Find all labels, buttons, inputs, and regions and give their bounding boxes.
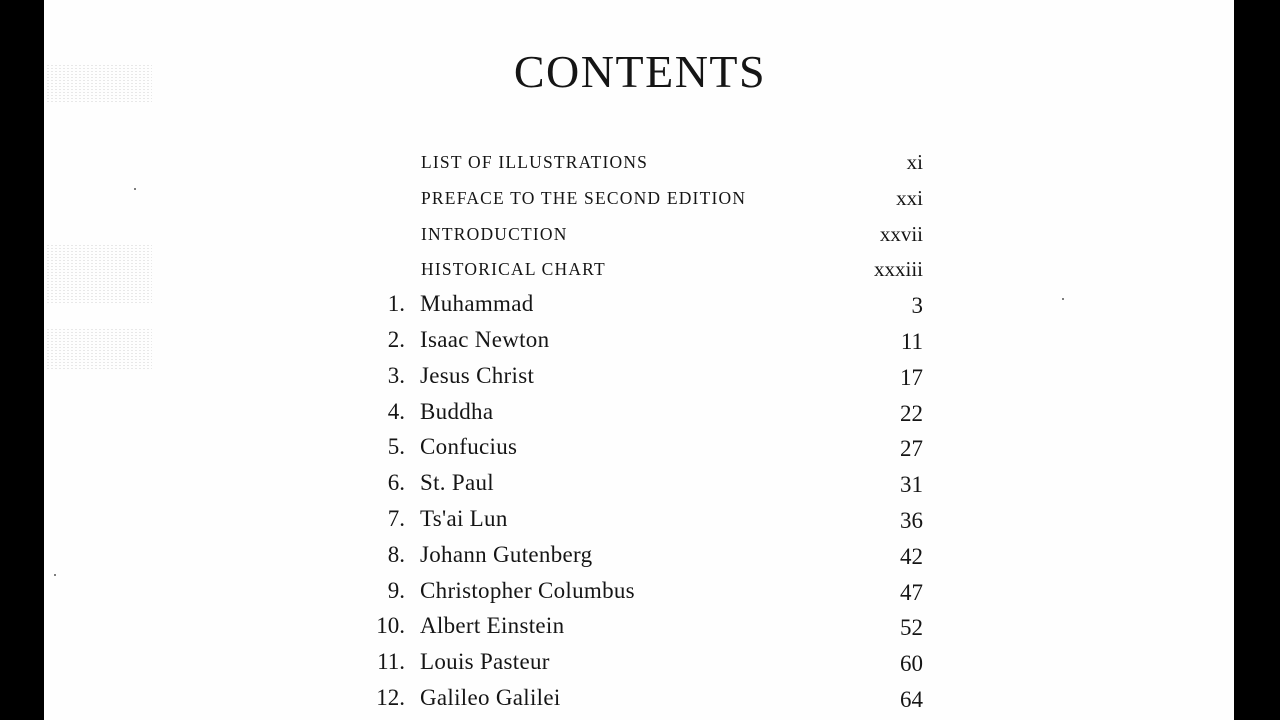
chapter-title: Jesus Christ xyxy=(420,362,535,388)
toc-entry-label: LIST OF ILLUSTRATIONS xyxy=(421,152,649,172)
chapter-title: Buddha xyxy=(420,398,494,424)
toc-entry-label: INTRODUCTION xyxy=(421,223,568,244)
chapter-title: Galileo Galilei xyxy=(420,684,561,710)
chapter-entry xyxy=(44,683,1234,719)
toc-entry-page: xxxiii xyxy=(873,257,923,282)
chapter-page: 17 xyxy=(900,364,923,390)
chapter-number: 7. xyxy=(387,505,405,531)
chapter-number: 2. xyxy=(387,326,405,352)
chapter-number: 6. xyxy=(387,470,405,496)
toc-entry-label: HISTORICAL CHART xyxy=(421,259,606,280)
book-page xyxy=(44,0,1234,720)
chapter-title: Confucius xyxy=(420,434,518,460)
chapter-entry xyxy=(44,468,1234,504)
chapter-number: 9. xyxy=(387,577,405,603)
toc-entry-page: xi xyxy=(906,150,923,174)
toc-entry-page: xxi xyxy=(896,185,923,210)
chapter-page: 27 xyxy=(900,436,923,462)
chapter-number: 5. xyxy=(387,434,405,460)
chapter-title: Isaac Newton xyxy=(420,326,550,352)
chapter-entry xyxy=(44,361,1234,397)
chapter-number: 10. xyxy=(376,613,405,639)
page-title: CONTENTS xyxy=(513,46,767,97)
chapter-number: 3. xyxy=(387,362,405,388)
chapter-entry xyxy=(44,432,1234,468)
chapter-page: 11 xyxy=(900,328,923,354)
chapter-entry xyxy=(44,540,1234,576)
toc-entry xyxy=(44,218,1234,254)
chapter-page: 60 xyxy=(900,651,923,677)
chapter-entry xyxy=(44,576,1234,612)
chapter-page: 22 xyxy=(900,400,923,426)
chapter-entry xyxy=(44,325,1234,361)
toc-entry xyxy=(44,253,1234,289)
chapter-entry xyxy=(44,611,1234,647)
chapter-number: 8. xyxy=(387,541,405,567)
chapter-title: Johann Gutenberg xyxy=(420,541,593,567)
chapter-page: 31 xyxy=(900,472,923,498)
toc-entry-page: xxvii xyxy=(879,221,923,246)
chapter-entry xyxy=(44,289,1234,325)
chapter-page: 64 xyxy=(900,686,923,712)
chapter-number: 12. xyxy=(376,684,405,710)
chapter-title: Louis Pasteur xyxy=(420,649,550,675)
toc-entry-label: PREFACE TO THE SECOND EDITION xyxy=(421,187,747,208)
chapter-page: 36 xyxy=(900,507,923,533)
chapter-page: 52 xyxy=(900,615,923,641)
chapter-page: 3 xyxy=(911,293,923,319)
chapter-page: 42 xyxy=(900,543,923,569)
toc-entry xyxy=(44,146,1234,182)
toc-entry xyxy=(44,182,1234,218)
chapter-title: Muhammad xyxy=(420,291,534,317)
chapter-number: 1. xyxy=(387,291,405,317)
chapter-title: Christopher Columbus xyxy=(420,577,635,603)
chapter-entry xyxy=(44,397,1234,433)
table-of-contents xyxy=(44,146,1234,719)
chapter-entry xyxy=(44,504,1234,540)
chapter-number: 11. xyxy=(377,649,405,675)
chapter-number: 4. xyxy=(387,398,405,424)
chapter-title: Albert Einstein xyxy=(420,613,565,639)
chapter-entry xyxy=(44,647,1234,683)
chapter-title: Ts'ai Lun xyxy=(420,505,508,531)
chapter-page: 47 xyxy=(900,579,923,605)
chapter-title: St. Paul xyxy=(420,470,494,496)
